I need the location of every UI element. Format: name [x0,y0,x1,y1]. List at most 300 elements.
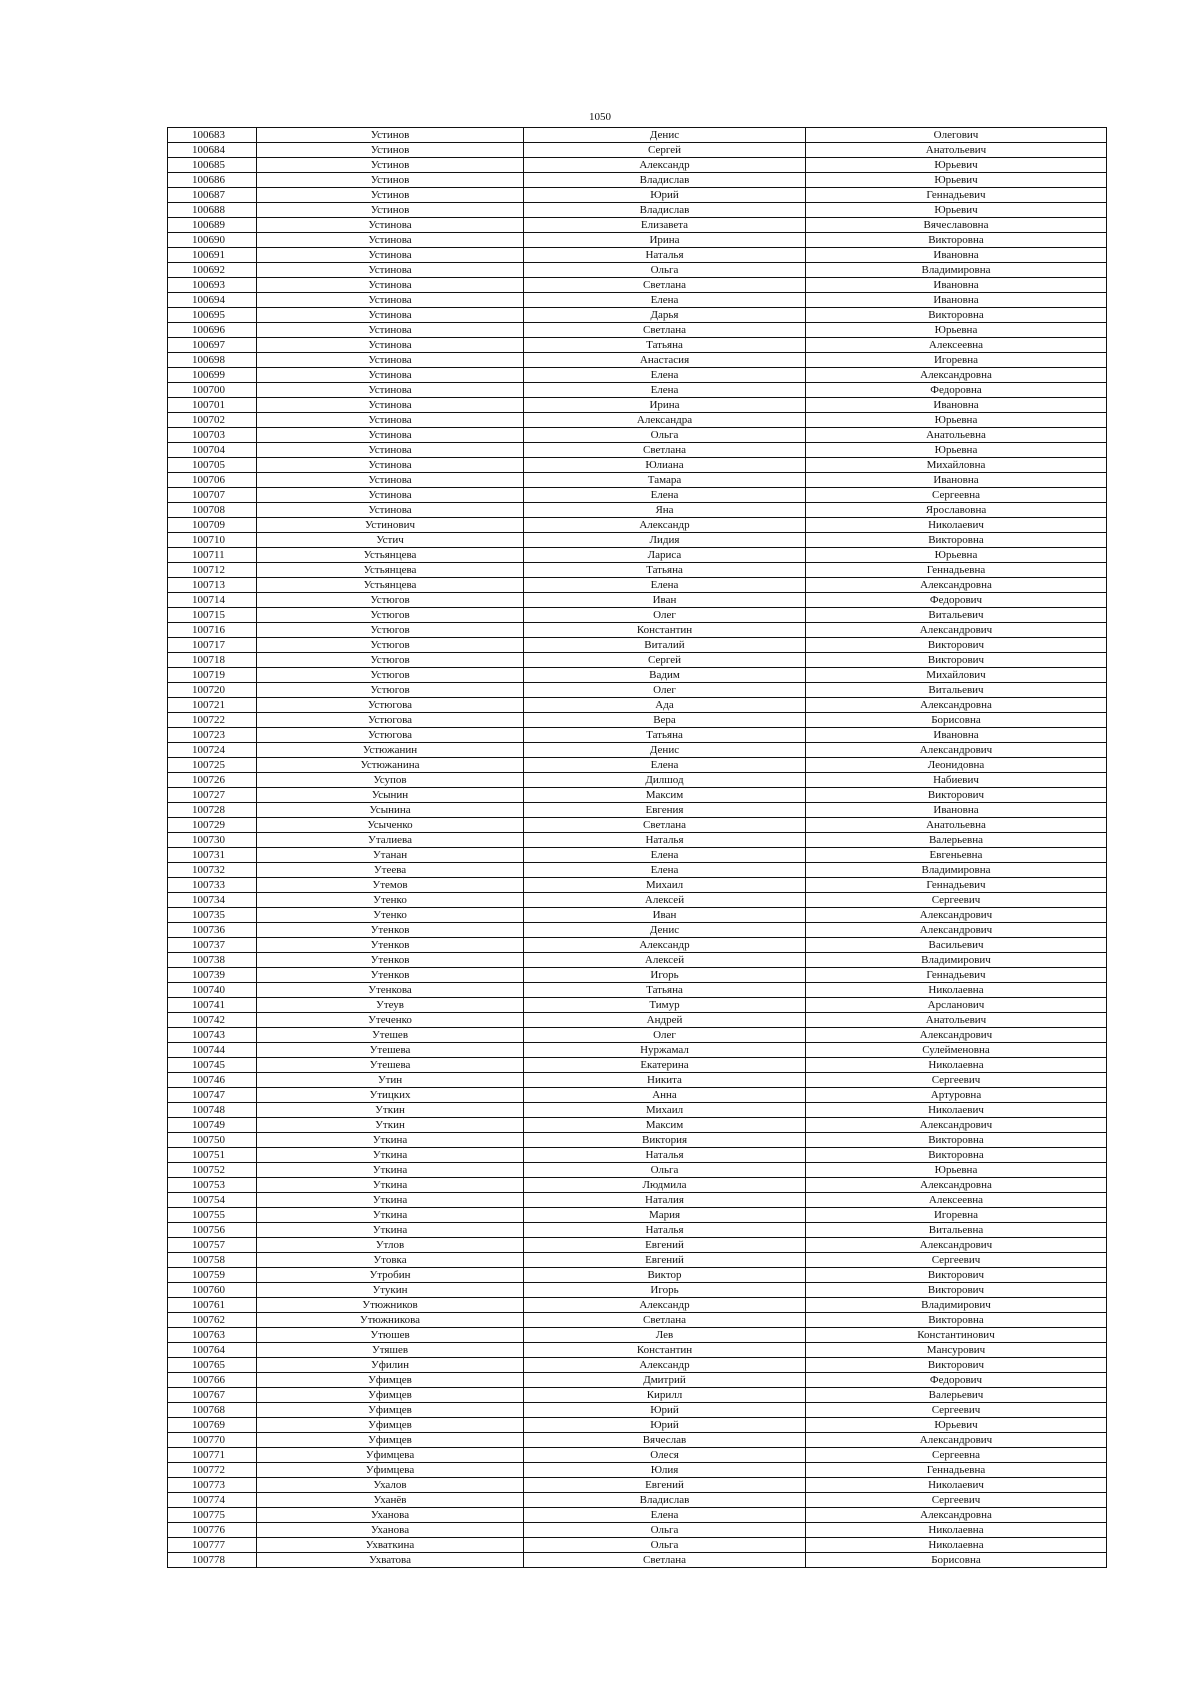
patronymic-cell: Арсланович [806,998,1107,1013]
table-row [168,998,1107,1013]
record-number-cell: 100777 [168,1538,257,1553]
patronymic-cell: Юрьевич [806,158,1107,173]
patronymic-cell: Олегович [806,128,1107,143]
first-name-cell: Татьяна [524,338,806,353]
last-name-cell: Утлов [257,1238,524,1253]
last-name-cell: Устинов [257,143,524,158]
first-name-cell: Владислав [524,173,806,188]
table-row [168,1058,1107,1073]
patronymic-cell: Ярославовна [806,503,1107,518]
patronymic-cell: Юрьевна [806,323,1107,338]
patronymic-cell: Геннадьевна [806,1463,1107,1478]
table-row [168,458,1107,473]
last-name-cell: Ухваткина [257,1538,524,1553]
table-row [168,638,1107,653]
patronymic-cell: Юрьевна [806,548,1107,563]
record-number-cell: 100764 [168,1343,257,1358]
table-row [168,953,1107,968]
last-name-cell: Уткина [257,1193,524,1208]
record-number-cell: 100713 [168,578,257,593]
table-row [168,1328,1107,1343]
last-name-cell: Утукин [257,1283,524,1298]
first-name-cell: Наталия [524,1193,806,1208]
record-number-cell: 100714 [168,593,257,608]
last-name-cell: Утробин [257,1268,524,1283]
record-number-cell: 100734 [168,893,257,908]
table-row [168,1523,1107,1538]
record-number-cell: 100775 [168,1508,257,1523]
last-name-cell: Утюжникова [257,1313,524,1328]
patronymic-cell: Сергеевич [806,1403,1107,1418]
last-name-cell: Устюжанин [257,743,524,758]
table-row [168,1013,1107,1028]
last-name-cell: Устюгов [257,608,524,623]
table-row [168,443,1107,458]
patronymic-cell: Леонидовна [806,758,1107,773]
patronymic-cell: Артуровна [806,1088,1107,1103]
last-name-cell: Уханова [257,1523,524,1538]
record-number-cell: 100692 [168,263,257,278]
first-name-cell: Евгения [524,803,806,818]
first-name-cell: Александр [524,938,806,953]
record-number-cell: 100699 [168,368,257,383]
record-number-cell: 100747 [168,1088,257,1103]
last-name-cell: Устинов [257,128,524,143]
last-name-cell: Устинович [257,518,524,533]
record-number-cell: 100686 [168,173,257,188]
first-name-cell: Андрей [524,1013,806,1028]
table-row [168,593,1107,608]
patronymic-cell: Николаевич [806,518,1107,533]
record-number-cell: 100758 [168,1253,257,1268]
record-number-cell: 100732 [168,863,257,878]
last-name-cell: Устинова [257,278,524,293]
table-row [168,203,1107,218]
first-name-cell: Александр [524,1358,806,1373]
first-name-cell: Елена [524,578,806,593]
first-name-cell: Людмила [524,1178,806,1193]
last-name-cell: Устинова [257,503,524,518]
table-row [168,653,1107,668]
last-name-cell: Уханёв [257,1493,524,1508]
patronymic-cell: Ивановна [806,293,1107,308]
last-name-cell: Утенков [257,968,524,983]
table-row [168,533,1107,548]
record-number-cell: 100752 [168,1163,257,1178]
record-number-cell: 100773 [168,1478,257,1493]
record-number-cell: 100708 [168,503,257,518]
table-row [168,563,1107,578]
record-number-cell: 100727 [168,788,257,803]
first-name-cell: Александр [524,1298,806,1313]
record-number-cell: 100705 [168,458,257,473]
patronymic-cell: Ивановна [806,728,1107,743]
record-number-cell: 100724 [168,743,257,758]
table-row [168,1313,1107,1328]
first-name-cell: Елена [524,368,806,383]
record-number-cell: 100723 [168,728,257,743]
table-row [168,1073,1107,1088]
patronymic-cell: Игоревна [806,353,1107,368]
table-row [168,278,1107,293]
table-row [168,1463,1107,1478]
last-name-cell: Устинова [257,443,524,458]
first-name-cell: Вера [524,713,806,728]
last-name-cell: Утюжников [257,1298,524,1313]
first-name-cell: Иван [524,593,806,608]
last-name-cell: Утенков [257,923,524,938]
patronymic-cell: Викторовна [806,308,1107,323]
last-name-cell: Утешева [257,1043,524,1058]
patronymic-cell: Валерьевич [806,1388,1107,1403]
first-name-cell: Виталий [524,638,806,653]
table-row [168,1358,1107,1373]
first-name-cell: Светлана [524,323,806,338]
last-name-cell: Уфимцев [257,1403,524,1418]
patronymic-cell: Юрьевна [806,443,1107,458]
table-row [168,218,1107,233]
last-name-cell: Утеева [257,863,524,878]
patronymic-cell: Юрьевна [806,1163,1107,1178]
table-row [168,743,1107,758]
last-name-cell: Уфимцев [257,1373,524,1388]
last-name-cell: Утенкова [257,983,524,998]
table-row [168,398,1107,413]
table-row [168,1193,1107,1208]
record-number-cell: 100743 [168,1028,257,1043]
first-name-cell: Сергей [524,653,806,668]
record-number-cell: 100772 [168,1463,257,1478]
record-number-cell: 100755 [168,1208,257,1223]
patronymic-cell: Владимировна [806,263,1107,278]
record-number-cell: 100683 [168,128,257,143]
record-number-cell: 100718 [168,653,257,668]
record-number-cell: 100760 [168,1283,257,1298]
patronymic-cell: Александровна [806,1178,1107,1193]
record-number-cell: 100730 [168,833,257,848]
table-row [168,713,1107,728]
record-number-cell: 100729 [168,818,257,833]
last-name-cell: Утемов [257,878,524,893]
last-name-cell: Утешева [257,1058,524,1073]
patronymic-cell: Борисовна [806,713,1107,728]
first-name-cell: Елена [524,848,806,863]
first-name-cell: Наталья [524,248,806,263]
record-number-cell: 100744 [168,1043,257,1058]
patronymic-cell: Игоревна [806,1208,1107,1223]
table-row [168,923,1107,938]
first-name-cell: Татьяна [524,728,806,743]
patronymic-cell: Федорович [806,593,1107,608]
last-name-cell: Устинов [257,188,524,203]
table-row [168,518,1107,533]
record-number-cell: 100721 [168,698,257,713]
record-number-cell: 100697 [168,338,257,353]
table-row [168,158,1107,173]
patronymic-cell: Николаевич [806,1478,1107,1493]
last-name-cell: Утенков [257,938,524,953]
record-number-cell: 100720 [168,683,257,698]
table-row [168,233,1107,248]
patronymic-cell: Викторовна [806,1148,1107,1163]
patronymic-cell: Николаевна [806,1523,1107,1538]
record-number-cell: 100706 [168,473,257,488]
patronymic-cell: Викторовна [806,233,1107,248]
first-name-cell: Евгений [524,1253,806,1268]
registry-body [168,128,1107,1568]
first-name-cell: Виктор [524,1268,806,1283]
first-name-cell: Светлана [524,818,806,833]
record-number-cell: 100694 [168,293,257,308]
first-name-cell: Ольга [524,1538,806,1553]
last-name-cell: Утин [257,1073,524,1088]
last-name-cell: Утешев [257,1028,524,1043]
table-row [168,1238,1107,1253]
table-row [168,1043,1107,1058]
first-name-cell: Максим [524,1118,806,1133]
first-name-cell: Ирина [524,398,806,413]
table-row [168,623,1107,638]
table-row [168,173,1107,188]
first-name-cell: Елена [524,293,806,308]
first-name-cell: Ирина [524,233,806,248]
first-name-cell: Денис [524,128,806,143]
patronymic-cell: Сулейменовна [806,1043,1107,1058]
first-name-cell: Юлия [524,1463,806,1478]
first-name-cell: Елена [524,383,806,398]
registry-table [167,127,1107,1568]
last-name-cell: Утяшев [257,1343,524,1358]
patronymic-cell: Алексеевна [806,338,1107,353]
patronymic-cell: Сергеевич [806,1253,1107,1268]
table-row [168,683,1107,698]
record-number-cell: 100689 [168,218,257,233]
patronymic-cell: Николаевна [806,983,1107,998]
table-row [168,1388,1107,1403]
record-number-cell: 100722 [168,713,257,728]
first-name-cell: Ольга [524,428,806,443]
patronymic-cell: Александрович [806,1028,1107,1043]
first-name-cell: Юрий [524,1403,806,1418]
table-row [168,488,1107,503]
last-name-cell: Утеув [257,998,524,1013]
patronymic-cell: Сергеевна [806,488,1107,503]
last-name-cell: Устинова [257,233,524,248]
first-name-cell: Никита [524,1073,806,1088]
table-row [168,1253,1107,1268]
table-row [168,248,1107,263]
record-number-cell: 100778 [168,1553,257,1568]
patronymic-cell: Алексеевна [806,1193,1107,1208]
record-number-cell: 100688 [168,203,257,218]
first-name-cell: Светлана [524,1313,806,1328]
patronymic-cell: Сергеевна [806,1448,1107,1463]
last-name-cell: Устинова [257,488,524,503]
patronymic-cell: Евгеньевна [806,848,1107,863]
first-name-cell: Александр [524,518,806,533]
last-name-cell: Устинова [257,458,524,473]
record-number-cell: 100700 [168,383,257,398]
patronymic-cell: Александрович [806,1118,1107,1133]
last-name-cell: Устинова [257,353,524,368]
patronymic-cell: Константинович [806,1328,1107,1343]
last-name-cell: Устьянцева [257,578,524,593]
record-number-cell: 100751 [168,1148,257,1163]
record-number-cell: 100769 [168,1418,257,1433]
patronymic-cell: Александрович [806,623,1107,638]
last-name-cell: Утанан [257,848,524,863]
first-name-cell: Татьяна [524,563,806,578]
first-name-cell: Ольга [524,1163,806,1178]
record-number-cell: 100687 [168,188,257,203]
table-row [168,1418,1107,1433]
record-number-cell: 100690 [168,233,257,248]
patronymic-cell: Сергеевич [806,893,1107,908]
first-name-cell: Евгений [524,1238,806,1253]
record-number-cell: 100685 [168,158,257,173]
first-name-cell: Ада [524,698,806,713]
first-name-cell: Лариса [524,548,806,563]
last-name-cell: Устюгов [257,638,524,653]
last-name-cell: Усыченко [257,818,524,833]
table-row [168,788,1107,803]
last-name-cell: Утовка [257,1253,524,1268]
record-number-cell: 100761 [168,1298,257,1313]
record-number-cell: 100710 [168,533,257,548]
first-name-cell: Ольга [524,263,806,278]
table-row [168,1163,1107,1178]
first-name-cell: Евгений [524,1478,806,1493]
last-name-cell: Утенко [257,908,524,923]
first-name-cell: Светлана [524,278,806,293]
last-name-cell: Уткина [257,1133,524,1148]
last-name-cell: Устинова [257,473,524,488]
record-number-cell: 100750 [168,1133,257,1148]
table-row [168,548,1107,563]
patronymic-cell: Викторович [806,1268,1107,1283]
first-name-cell: Лев [524,1328,806,1343]
patronymic-cell: Ивановна [806,803,1107,818]
patronymic-cell: Александровна [806,1508,1107,1523]
record-number-cell: 100766 [168,1373,257,1388]
patronymic-cell: Мансурович [806,1343,1107,1358]
patronymic-cell: Ивановна [806,398,1107,413]
last-name-cell: Уталиева [257,833,524,848]
first-name-cell: Анастасия [524,353,806,368]
first-name-cell: Яна [524,503,806,518]
first-name-cell: Елена [524,758,806,773]
last-name-cell: Уткина [257,1178,524,1193]
record-number-cell: 100701 [168,398,257,413]
patronymic-cell: Анатольевна [806,818,1107,833]
first-name-cell: Юрий [524,1418,806,1433]
last-name-cell: Ухватова [257,1553,524,1568]
table-row [168,308,1107,323]
patronymic-cell: Александрович [806,1433,1107,1448]
last-name-cell: Уфимцев [257,1388,524,1403]
last-name-cell: Усупов [257,773,524,788]
first-name-cell: Нуржамал [524,1043,806,1058]
patronymic-cell: Александрович [806,908,1107,923]
last-name-cell: Уханова [257,1508,524,1523]
record-number-cell: 100771 [168,1448,257,1463]
table-row [168,698,1107,713]
first-name-cell: Тамара [524,473,806,488]
last-name-cell: Уткина [257,1223,524,1238]
last-name-cell: Устюгов [257,593,524,608]
record-number-cell: 100712 [168,563,257,578]
record-number-cell: 100763 [168,1328,257,1343]
record-number-cell: 100736 [168,923,257,938]
record-number-cell: 100757 [168,1238,257,1253]
record-number-cell: 100725 [168,758,257,773]
first-name-cell: Наталья [524,1148,806,1163]
table-row [168,338,1107,353]
table-row [168,848,1107,863]
first-name-cell: Виктория [524,1133,806,1148]
last-name-cell: Устинова [257,428,524,443]
patronymic-cell: Владимировна [806,863,1107,878]
record-number-cell: 100756 [168,1223,257,1238]
patronymic-cell: Ивановна [806,473,1107,488]
table-row [168,1343,1107,1358]
table-row [168,128,1107,143]
table-row [168,323,1107,338]
table-row [168,503,1107,518]
first-name-cell: Елена [524,863,806,878]
record-number-cell: 100768 [168,1403,257,1418]
last-name-cell: Устинова [257,248,524,263]
patronymic-cell: Викторович [806,1283,1107,1298]
table-row [168,983,1107,998]
first-name-cell: Юлиана [524,458,806,473]
first-name-cell: Мария [524,1208,806,1223]
record-number-cell: 100726 [168,773,257,788]
patronymic-cell: Юрьевич [806,203,1107,218]
patronymic-cell: Анатольевич [806,143,1107,158]
record-number-cell: 100703 [168,428,257,443]
table-row [168,1268,1107,1283]
patronymic-cell: Сергеевич [806,1493,1107,1508]
patronymic-cell: Викторовна [806,1313,1107,1328]
table-row [168,773,1107,788]
table-row [168,1223,1107,1238]
first-name-cell: Кирилл [524,1388,806,1403]
table-row [168,413,1107,428]
record-number-cell: 100739 [168,968,257,983]
last-name-cell: Устинов [257,158,524,173]
patronymic-cell: Анатольевна [806,428,1107,443]
table-row [168,1493,1107,1508]
first-name-cell: Иван [524,908,806,923]
patronymic-cell: Владимирович [806,953,1107,968]
first-name-cell: Константин [524,1343,806,1358]
page-number: 1050 [589,111,611,123]
patronymic-cell: Викторовна [806,533,1107,548]
first-name-cell: Светлана [524,1553,806,1568]
first-name-cell: Елизавета [524,218,806,233]
table-row [168,968,1107,983]
last-name-cell: Устюгов [257,623,524,638]
record-number-cell: 100735 [168,908,257,923]
patronymic-cell: Геннадьевич [806,188,1107,203]
last-name-cell: Утеченко [257,1013,524,1028]
patronymic-cell: Юрьевна [806,413,1107,428]
last-name-cell: Устинова [257,368,524,383]
table-row [168,728,1107,743]
first-name-cell: Вячеслав [524,1433,806,1448]
table-row [168,1103,1107,1118]
